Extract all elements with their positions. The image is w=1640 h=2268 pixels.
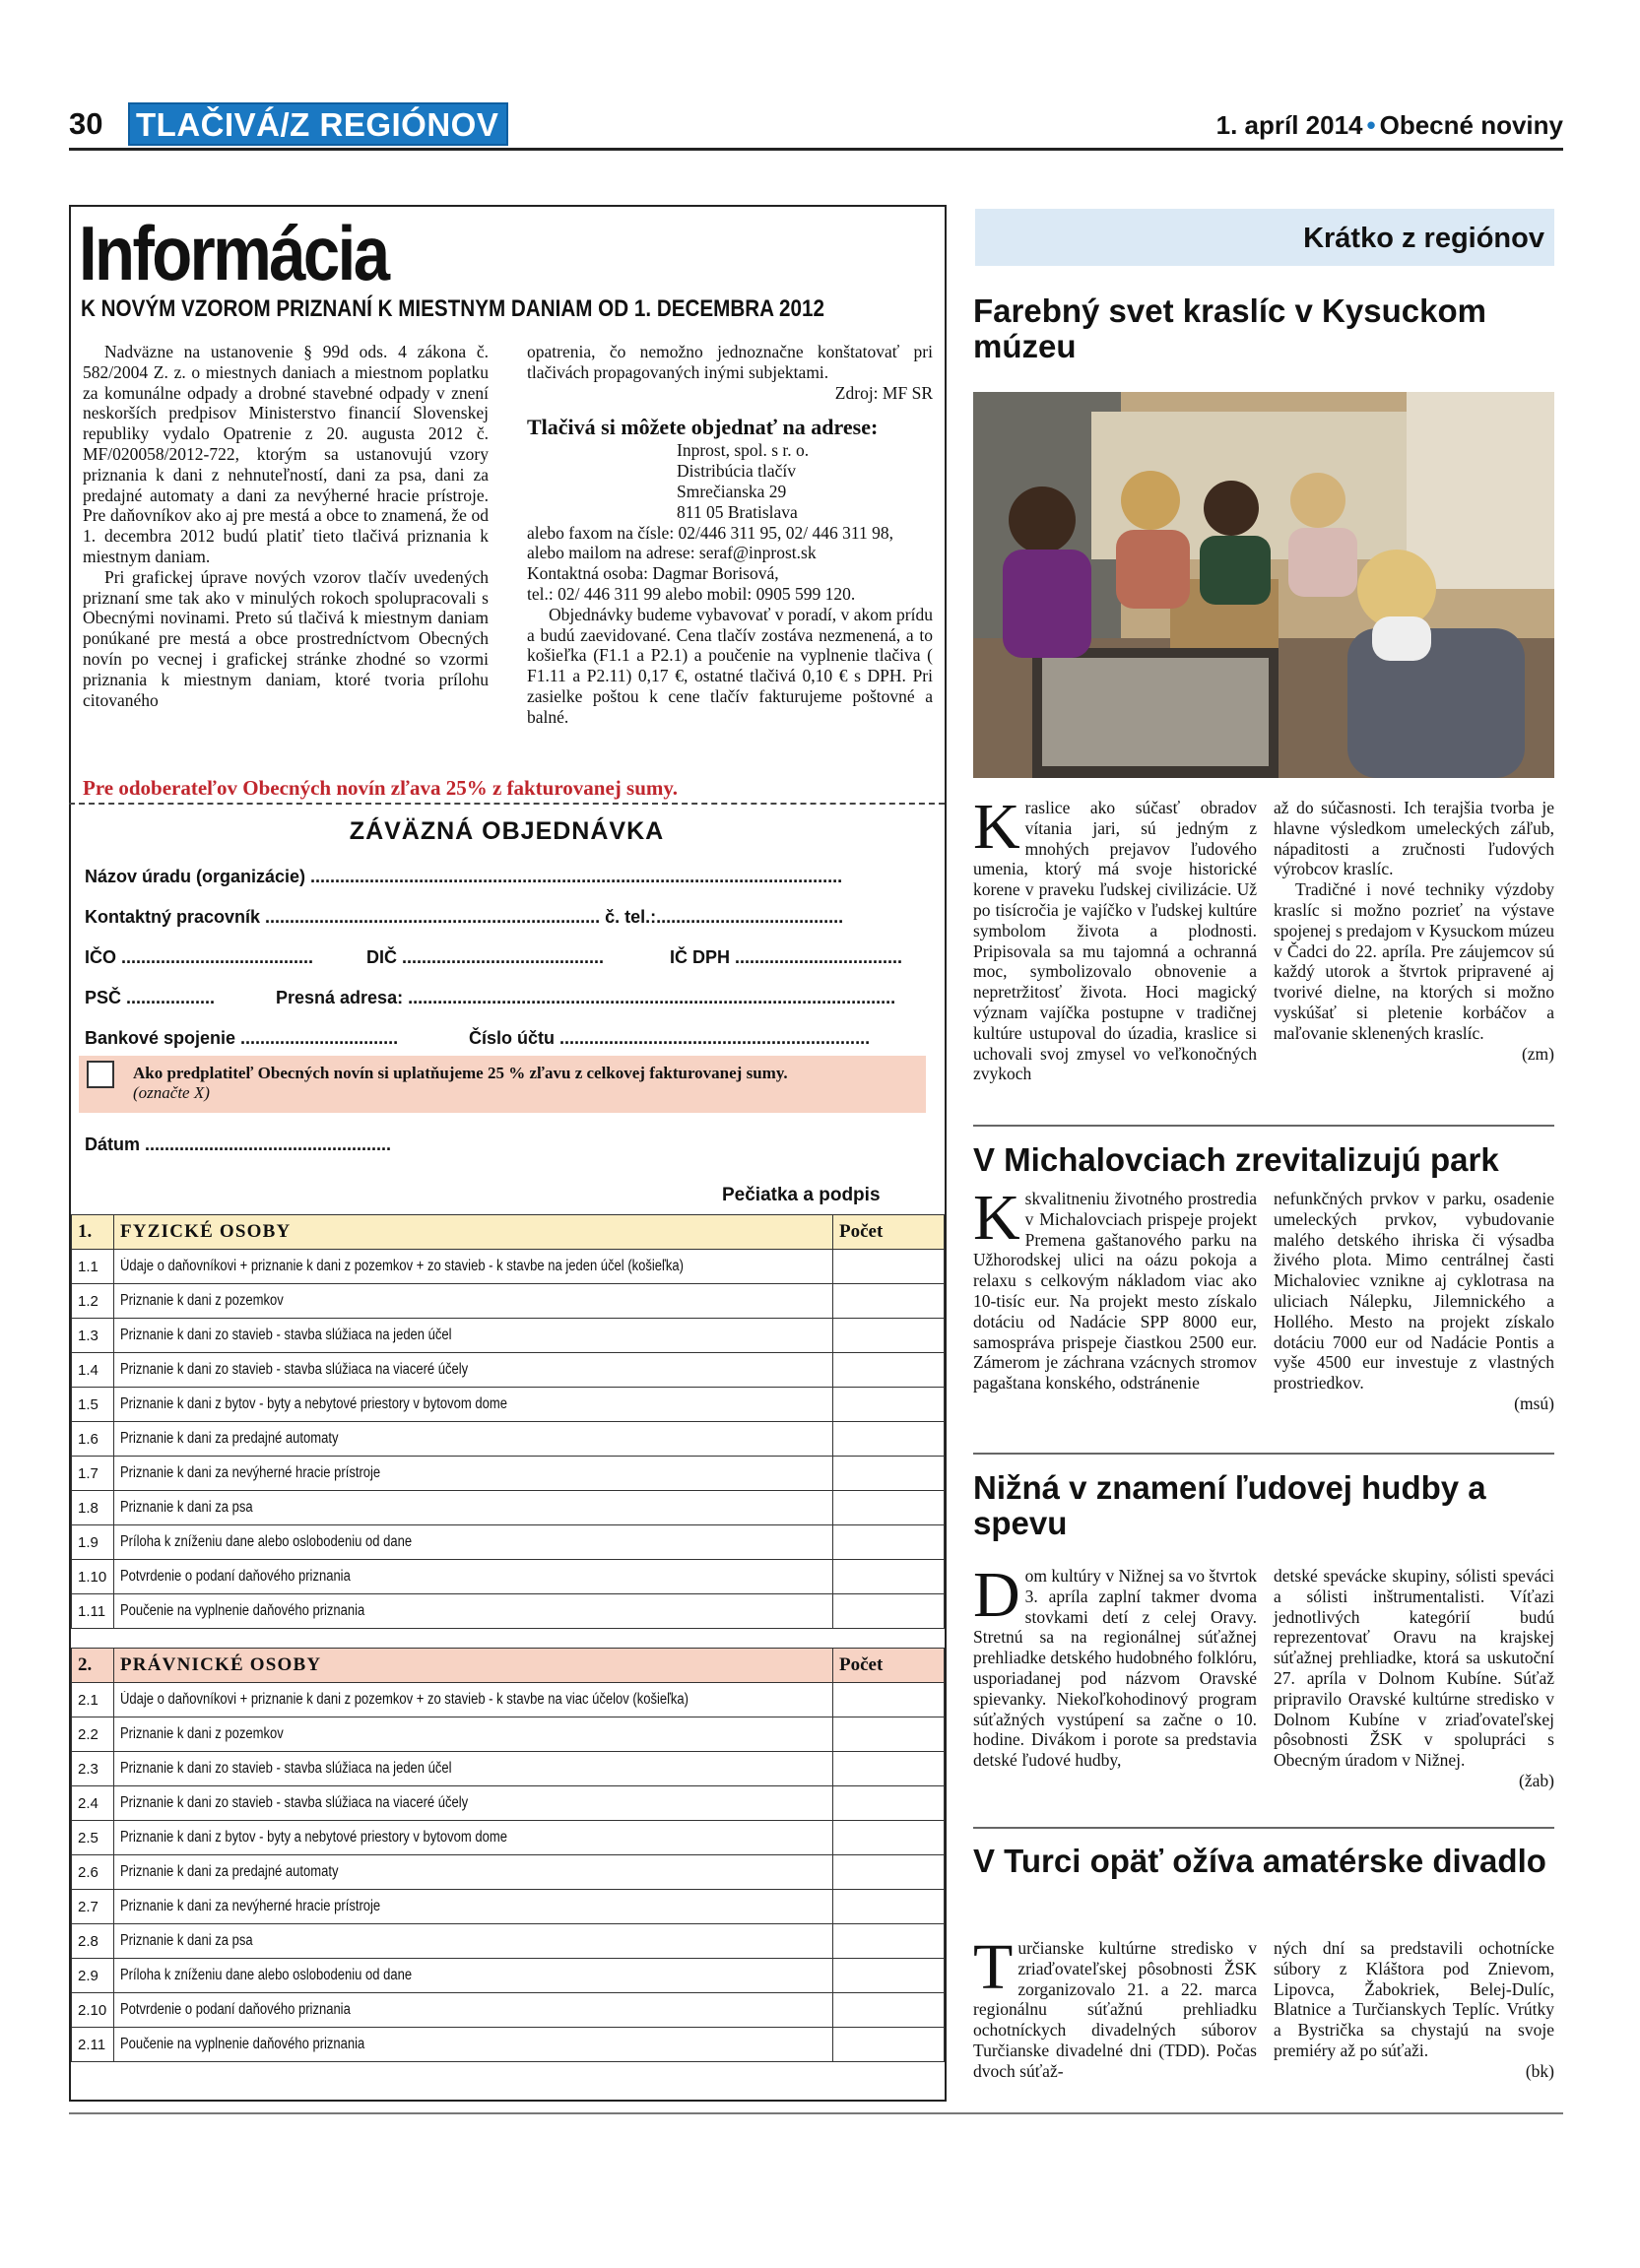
page-number: 30 bbox=[69, 106, 103, 141]
count-input[interactable] bbox=[833, 1319, 945, 1353]
form-code: 1.4 bbox=[72, 1353, 114, 1388]
form-description-text: Priznanie k dani z bytov - byty a nebytové priestory v bytovom dome bbox=[120, 1829, 507, 1846]
legal-persons-table bbox=[71, 1648, 945, 2062]
address-line: Smrečianska 29 bbox=[677, 481, 787, 501]
form-description bbox=[114, 1890, 833, 1924]
form-description-text: Priznanie k dani za nevýherné hracie prístroje bbox=[120, 1464, 381, 1481]
info-source: Zdroj: MF SR bbox=[834, 382, 933, 403]
form-code: 1.9 bbox=[72, 1525, 114, 1560]
count-input[interactable] bbox=[833, 1353, 945, 1388]
count-input[interactable] bbox=[833, 1594, 945, 1629]
form-description-text: Potvrdenie o podaní daňového priznania bbox=[120, 2001, 351, 2018]
drop-cap: K bbox=[973, 791, 1020, 863]
table-row bbox=[72, 1890, 945, 1924]
table-row bbox=[72, 1855, 945, 1890]
form-code: 2.6 bbox=[72, 1855, 114, 1890]
table-row bbox=[72, 1752, 945, 1786]
contact-line: alebo faxom na čísle: 02/446 311 95, 02/ 446 311 98, bbox=[527, 522, 893, 543]
table-row bbox=[72, 1388, 945, 1422]
table-row bbox=[72, 1993, 945, 2028]
form-description bbox=[114, 1250, 833, 1284]
form-description bbox=[114, 2028, 833, 2062]
count-input[interactable] bbox=[833, 1525, 945, 1560]
article-column bbox=[973, 791, 1257, 1084]
bank-field[interactable]: Bankové spojenie ................................ bbox=[85, 1028, 399, 1048]
form-description bbox=[114, 1284, 833, 1319]
article-divider bbox=[973, 1827, 1554, 1829]
info-paragraph: Pri grafickej úprave nových vzorov tlačív uvedených priznaní sme tak ako v minulých rokoch spolupracovali s Obecnými novinami. Preto sú tlačivá k miestnym daniam ponúkané pre mestá a obce prostredníctvom Obecných novín po vecnej i grafickej stránke zhodné so vzormi priznania k miestnym daniam, ktoré tvoria prílohu citovaného bbox=[83, 566, 489, 710]
form-description bbox=[114, 1457, 833, 1491]
address-line: 811 05 Bratislava bbox=[677, 501, 798, 522]
form-description-text: Priznanie k dani za nevýherné hracie prístroje bbox=[120, 1898, 381, 1914]
form-description bbox=[114, 1560, 833, 1594]
article-text: detské spevácke skupiny, sólisti speváci a sólisti inštrumentalisti. Víťazi jednotlivých kategórií budú reprezentovať Oravu na krajskej súťažnej prehliadke, ktorá sa uskutoční 27. apríla v Dolnom Kubíne. Súťaž pripravilo Oravské kultúrne stredisko v Dolnom Kubíne v zriaďovateľskej pôsobnosti ŽSK v spolupráci s Obecným úradom v Nižnej. bbox=[1274, 1566, 1554, 1771]
order-address bbox=[527, 440, 933, 522]
contact-line: Kontaktná osoba: Dagmar Borisová, bbox=[527, 563, 779, 584]
article-title: Nižná v znamení ľudovej hudby a spevu bbox=[973, 1469, 1486, 1541]
form-description-text: Priznanie k dani zo stavieb - stavba slúžiaca na jeden účel bbox=[120, 1760, 452, 1777]
count-input[interactable] bbox=[833, 1959, 945, 1993]
form-description-text: Poučenie na vyplnenie daňového priznania bbox=[120, 1602, 365, 1619]
bullet-separator: • bbox=[1366, 110, 1376, 140]
count-input[interactable] bbox=[833, 1491, 945, 1525]
article-title: V Turci opäť ožíva amatérske divadlo bbox=[973, 1843, 1546, 1879]
count-input[interactable] bbox=[833, 1284, 945, 1319]
info-subtitle: K NOVÝM VZOROM PRIZNANÍ K MIESTNYM DANIAM OD 1. DECEMBRA 2012 bbox=[81, 295, 824, 322]
count-input[interactable] bbox=[833, 1457, 945, 1491]
table-row bbox=[72, 1821, 945, 1855]
form-code: 1.10 bbox=[72, 1560, 114, 1594]
article-column bbox=[973, 1559, 1257, 1771]
natural-persons-table bbox=[71, 1214, 945, 1629]
form-description bbox=[114, 1353, 833, 1388]
drop-cap: T bbox=[973, 1931, 1014, 2003]
form-code: 2.9 bbox=[72, 1959, 114, 1993]
drop-cap: D bbox=[973, 1559, 1020, 1631]
form-description bbox=[114, 1993, 833, 2028]
article-column bbox=[1274, 1566, 1554, 1791]
form-description-text: Priznanie k dani z bytov - byty a nebytové priestory v bytovom dome bbox=[120, 1395, 507, 1412]
form-description-text: Priznanie k dani zo stavieb - stavba slúžiaca na viaceré účely bbox=[120, 1361, 469, 1378]
form-description bbox=[114, 1752, 833, 1786]
postal-code-field[interactable]: PSČ .................. bbox=[85, 988, 216, 1007]
form-code: 2.4 bbox=[72, 1786, 114, 1821]
table-row bbox=[72, 1422, 945, 1457]
count-input[interactable] bbox=[833, 1388, 945, 1422]
footer-rule bbox=[69, 2112, 1563, 2114]
article-text: om kultúry v Nižnej sa vo štvrtok 3. apríla zaplní takmer dvoma stovkami detí z celej Oravy. Stretnú sa na regionálnej súťažnej prehliadke detského hudobného folklóru, usporiadanej pod názvom Oravské spievanky. Niekoľkohodinový program súťažných vystúpení sa začne o 10. hodine. Divákom i porote sa predstavia detské ľudové hudby, bbox=[973, 1566, 1257, 1771]
form-description bbox=[114, 1525, 833, 1560]
address-field[interactable]: Presná adresa: ................................................................................................... bbox=[276, 988, 896, 1007]
form-description bbox=[114, 1786, 833, 1821]
table-header-row bbox=[72, 1649, 945, 1683]
table-row bbox=[72, 1786, 945, 1821]
info-column-2 bbox=[527, 342, 933, 728]
form-code: 2.2 bbox=[72, 1717, 114, 1752]
table-row bbox=[72, 1525, 945, 1560]
info-paragraph: opatrenia, čo nemožno jednoznačne konštatovať pri tlačivách propagovaných inými subjektami. bbox=[527, 342, 933, 382]
table-row bbox=[72, 1717, 945, 1752]
form-description-text: Priznanie k dani z pozemkov bbox=[120, 1725, 284, 1742]
contact-line: tel.: 02/ 446 311 99 alebo mobil: 0905 599 120. bbox=[527, 583, 856, 604]
info-paragraph: Nadväzne na ustanovenie § 99d ods. 4 zákona č. 582/2004 Z. z. o miestnych daniach a miestnom poplatku za komunálne odpady a drobné stavebné odpady v znení neskorších predpisov Ministerstvo financií Slovenskej republiky vydalo Opatrenie z 20. augusta 2012 č. MF/020058/2012-722, ktorým sa ustanovujú vzory priznania k dani z nehnuteľností, dani za psa, dani za predajné automaty a dani za nevýherné hracie prístroje. Pre daňovníkov ako aj pre mestá a obce to znamená, že od 1. decembra 2012 budú platiť tieto tlačivá priznania k miestnym daniam. bbox=[83, 342, 489, 566]
drop-cap: K bbox=[973, 1182, 1020, 1254]
form-code: 1.11 bbox=[72, 1594, 114, 1629]
count-header: Počet bbox=[833, 1649, 945, 1683]
section-label: TLAČIVÁ/Z REGIÓNOV bbox=[128, 102, 508, 146]
subscriber-checkbox[interactable] bbox=[87, 1061, 114, 1088]
table-row bbox=[72, 1683, 945, 1717]
form-description-text: Priznanie k dani za predajné automaty bbox=[120, 1430, 339, 1447]
table-row bbox=[72, 1457, 945, 1491]
cut-line bbox=[69, 803, 945, 805]
address-line: Distribúcia tlačív bbox=[677, 461, 797, 482]
ico-field[interactable]: IČO ....................................... bbox=[85, 947, 314, 967]
article-title: Farebný svet kraslíc v Kysuckom múzeu bbox=[973, 292, 1486, 364]
category-number: 1. bbox=[72, 1215, 114, 1250]
article-column bbox=[1274, 798, 1554, 1064]
article-divider bbox=[973, 1125, 1554, 1127]
form-description-text: Príloha k zníženiu dane alebo oslobodeniu od dane bbox=[120, 1533, 413, 1550]
form-description bbox=[114, 1319, 833, 1353]
office-name-field[interactable]: Názov úradu (organizácie) ............................................................................................................ bbox=[85, 867, 843, 886]
article-column bbox=[973, 1931, 1257, 2082]
article-divider bbox=[973, 1453, 1554, 1455]
category-label: PRÁVNICKÉ OSOBY bbox=[114, 1649, 833, 1683]
form-description bbox=[114, 1717, 833, 1752]
form-description bbox=[114, 1683, 833, 1717]
form-description bbox=[114, 1821, 833, 1855]
article-column bbox=[1274, 1189, 1554, 1414]
count-input[interactable] bbox=[833, 1717, 945, 1752]
form-description-text: Poučenie na vyplnenie daňového priznania bbox=[120, 2036, 365, 2052]
table-header-row bbox=[72, 1215, 945, 1250]
count-input[interactable] bbox=[833, 1250, 945, 1284]
form-code: 2.1 bbox=[72, 1683, 114, 1717]
table-row bbox=[72, 1319, 945, 1353]
table-row bbox=[72, 1959, 945, 1993]
form-description-text: Priznanie k dani zo stavieb - stavba slúžiaca na viaceré účely bbox=[120, 1794, 469, 1811]
date-field[interactable]: Dátum .................................................. bbox=[85, 1134, 392, 1154]
header-rule bbox=[69, 148, 1563, 151]
category-label: FYZICKÉ OSOBY bbox=[114, 1215, 833, 1250]
count-input[interactable] bbox=[833, 1422, 945, 1457]
table-row bbox=[72, 1353, 945, 1388]
contact-line[interactable]: alebo mailom na adrese: seraf@inprost.sk bbox=[527, 543, 817, 563]
count-header: Počet bbox=[833, 1215, 945, 1250]
article-column bbox=[973, 1182, 1257, 1393]
contact-person-field[interactable]: Kontaktný pracovník .................................................................... č. tel.:...................................... bbox=[85, 907, 844, 927]
article-text: až do súčasnosti. Ich terajšia tvorba je hlavne výsledkom umeleckých záľub, nápaditosti a zručnosti ľudových výrobcov kraslíc. bbox=[1274, 798, 1554, 879]
category-number: 2. bbox=[72, 1649, 114, 1683]
count-input[interactable] bbox=[833, 1752, 945, 1786]
form-code: 1.6 bbox=[72, 1422, 114, 1457]
article-photo bbox=[973, 392, 1554, 778]
table-row bbox=[72, 1924, 945, 1959]
stamp-signature-label: Pečiatka a podpis bbox=[722, 1185, 881, 1205]
account-number-field[interactable]: Číslo účtu ............................................................... bbox=[469, 1028, 871, 1048]
section-banner bbox=[975, 209, 1554, 266]
article-title: V Michalovciach zrevitalizujú park bbox=[973, 1141, 1499, 1178]
form-code: 2.7 bbox=[72, 1890, 114, 1924]
form-description-text: Príloha k zníženiu dane alebo oslobodeniu od dane bbox=[120, 1967, 413, 1983]
form-description bbox=[114, 1422, 833, 1457]
table-row bbox=[72, 1491, 945, 1525]
count-input[interactable] bbox=[833, 1560, 945, 1594]
article-signoff: (bk) bbox=[1525, 2060, 1554, 2081]
form-code: 1.7 bbox=[72, 1457, 114, 1491]
form-description bbox=[114, 1491, 833, 1525]
article-signoff: (msú) bbox=[1514, 1393, 1554, 1413]
article-text: skvalitneniu životného prostredia v Michalovciach prispeje projekt Premena gaštanového parku na Užhorodskej ulici na oázu pokoja a relaxu s celkovým nákladom viac ako 10-tisíc eur. Na projekt mesto získalo dotáciu od Nadácie SPP 8000 eur, samospráva prispeje čiastkou 2500 eur. Zámerom je záchrana vzácnych stromov pagaštana konského, odstránenie bbox=[973, 1189, 1257, 1393]
count-input[interactable] bbox=[833, 1924, 945, 1959]
info-title: Informácia bbox=[79, 210, 388, 296]
form-code: 2.3 bbox=[72, 1752, 114, 1786]
form-description bbox=[114, 1594, 833, 1629]
article-text: nefunkčných prvkov v parku, osadenie umeleckých prvkov, vybudovanie malého detského ihriska či výsadba živého plota. Mimo centrálnej časti Michaloviec vznikne aj cyklotrasa na uliciach Nálepku, Jilemnického a Hollého. Mesto na projekt získalo dotáciu 7000 eur od Nadácie Pontis a vyše 4500 eur investuje z vlastných prostriedkov. bbox=[1274, 1189, 1554, 1393]
checkbox-hint: (označte X) bbox=[133, 1083, 210, 1102]
form-code: 1.8 bbox=[72, 1491, 114, 1525]
order-heading: Tlačivá si môžete objednať na adrese: bbox=[527, 415, 879, 440]
form-description-text: Priznanie k dani z pozemkov bbox=[120, 1292, 284, 1309]
form-description bbox=[114, 1388, 833, 1422]
table-row bbox=[72, 1284, 945, 1319]
article-text: raslice ako súčasť obradov vítania jari, sú jedným z mnohých prejavov ľudového umenia, ktorý má svoje historické korene v praveku ľudskej civilizácie. Už po tisícročia je vajíčko v ľudskej kultúre symbolom života a plodnosti. Pripisovala sa mu tajomná a ochranná moc, symbolizovalo obnovenie a nepretržitosť života. Hoci magický význam vajíčka postupne v tradičnej kultúre ustupoval do úzadia, kraslice si uchovali svoj zmysel vo veľkonočných zvykoch bbox=[973, 798, 1257, 1084]
form-code: 2.5 bbox=[72, 1821, 114, 1855]
count-input[interactable] bbox=[833, 2028, 945, 2062]
icdph-field[interactable]: IČ DPH .................................. bbox=[670, 947, 903, 967]
form-code: 2.11 bbox=[72, 2028, 114, 2062]
form-code: 1.5 bbox=[72, 1388, 114, 1422]
article-signoff: (žab) bbox=[1519, 1770, 1554, 1790]
publication-name: Obecné noviny bbox=[1379, 110, 1563, 140]
table-row bbox=[72, 1250, 945, 1284]
issue-date: 1. apríl 2014 bbox=[1215, 110, 1363, 140]
form-description bbox=[114, 1924, 833, 1959]
form-description-text: Priznanie k dani za psa bbox=[120, 1932, 253, 1949]
dic-field[interactable]: DIČ ......................................... bbox=[366, 947, 605, 967]
table-row bbox=[72, 2028, 945, 2062]
count-input[interactable] bbox=[833, 1683, 945, 1717]
count-input[interactable] bbox=[833, 1821, 945, 1855]
article-text: ných dní sa predstavili ochotnícke súbory z Kláštora pod Znievom, Lipovca, Žabokriek, Belej-Dulíc, Blatnice a Turčianskych Teplíc. Vrútky a Bystrička sa chystajú na svoje premiéry až po súťaži. bbox=[1274, 1938, 1554, 2060]
article-text: určianske kultúrne stredisko v zriaďovateľskej pôsobnosti ŽSK zorganizovalo 21. a 22. marca regionálnu súťažnú prehliadku ochotníckych divadelných súborov Turčianske divadelné dni (TDD). Počas dvoch súťaž- bbox=[973, 1938, 1257, 2081]
form-code: 2.8 bbox=[72, 1924, 114, 1959]
address-line: Inprost, spol. s r. o. bbox=[677, 440, 810, 461]
count-input[interactable] bbox=[833, 1855, 945, 1890]
form-description bbox=[114, 1959, 833, 1993]
article-text: Tradičné i nové techniky výzdoby kraslíc si možno pozrieť na výstave spojenej s predajom v Kysuckom múzeu v Čadci do 22. apríla. Pre záujemcov sú každý utorok a štvrtok pripravené aj tvorivé dielne, na ktorých si možno vyskúšať si pletenie korbáčov a maľovanie sklenených kraslíc. bbox=[1274, 879, 1554, 1043]
form-description-text: Priznanie k dani za predajné automaty bbox=[120, 1863, 339, 1880]
info-paragraph: Objednávky budeme vybavovať v poradí, v akom prídu a budú zaevidované. Cena tlačív zostáva nezmenená, a to košieľka (F1.1 a P2.1) a poučenie na vyplnenie tlačiva ( F1.11 a P2.11) 0,17 €, ostatné tlačivá 0,10 € s DPH. Pri zasielke poštou k cene tlačív fakturujeme poštovné a balné. bbox=[527, 604, 933, 727]
form-description bbox=[114, 1855, 833, 1890]
count-input[interactable] bbox=[833, 1993, 945, 2028]
form-code: 1.3 bbox=[72, 1319, 114, 1353]
form-description-text: Priznanie k dani zo stavieb - stavba slúžiaca na jeden účel bbox=[120, 1327, 452, 1343]
form-description-text: Údaje o daňovníkovi + priznanie k dani z pozemkov + zo stavieb - k stavbe na jeden účel (košieľka) bbox=[120, 1258, 684, 1274]
discount-note: Pre odoberateľov Obecných novín zľava 25% z fakturovanej sumy. bbox=[83, 776, 678, 800]
form-code: 1.1 bbox=[72, 1250, 114, 1284]
form-code: 1.2 bbox=[72, 1284, 114, 1319]
count-input[interactable] bbox=[833, 1786, 945, 1821]
section-banner-label: Krátko z regiónov bbox=[1303, 223, 1544, 254]
form-description-text: Potvrdenie o podaní daňového priznania bbox=[120, 1568, 351, 1585]
form-code: 2.10 bbox=[72, 1993, 114, 2028]
article-column bbox=[1274, 1938, 1554, 2082]
article-signoff: (zm) bbox=[1521, 1043, 1554, 1064]
subscriber-checkbox-label: Ako predplatiteľ Obecných novín si uplatňujeme 25 % zľavu z celkovej fakturovanej sumy. bbox=[133, 1064, 788, 1082]
info-column-1 bbox=[83, 342, 489, 710]
table-row bbox=[72, 1594, 945, 1629]
count-input[interactable] bbox=[833, 1890, 945, 1924]
form-title: ZÁVÄZNÁ OBJEDNÁVKA bbox=[349, 817, 665, 845]
table-row bbox=[72, 1560, 945, 1594]
issue-info bbox=[1216, 110, 1563, 141]
form-description-text: Priznanie k dani za psa bbox=[120, 1499, 253, 1516]
form-description-text: Údaje o daňovníkovi + priznanie k dani z pozemkov + zo stavieb - k stavbe na viac účelov (košieľka) bbox=[120, 1691, 689, 1708]
